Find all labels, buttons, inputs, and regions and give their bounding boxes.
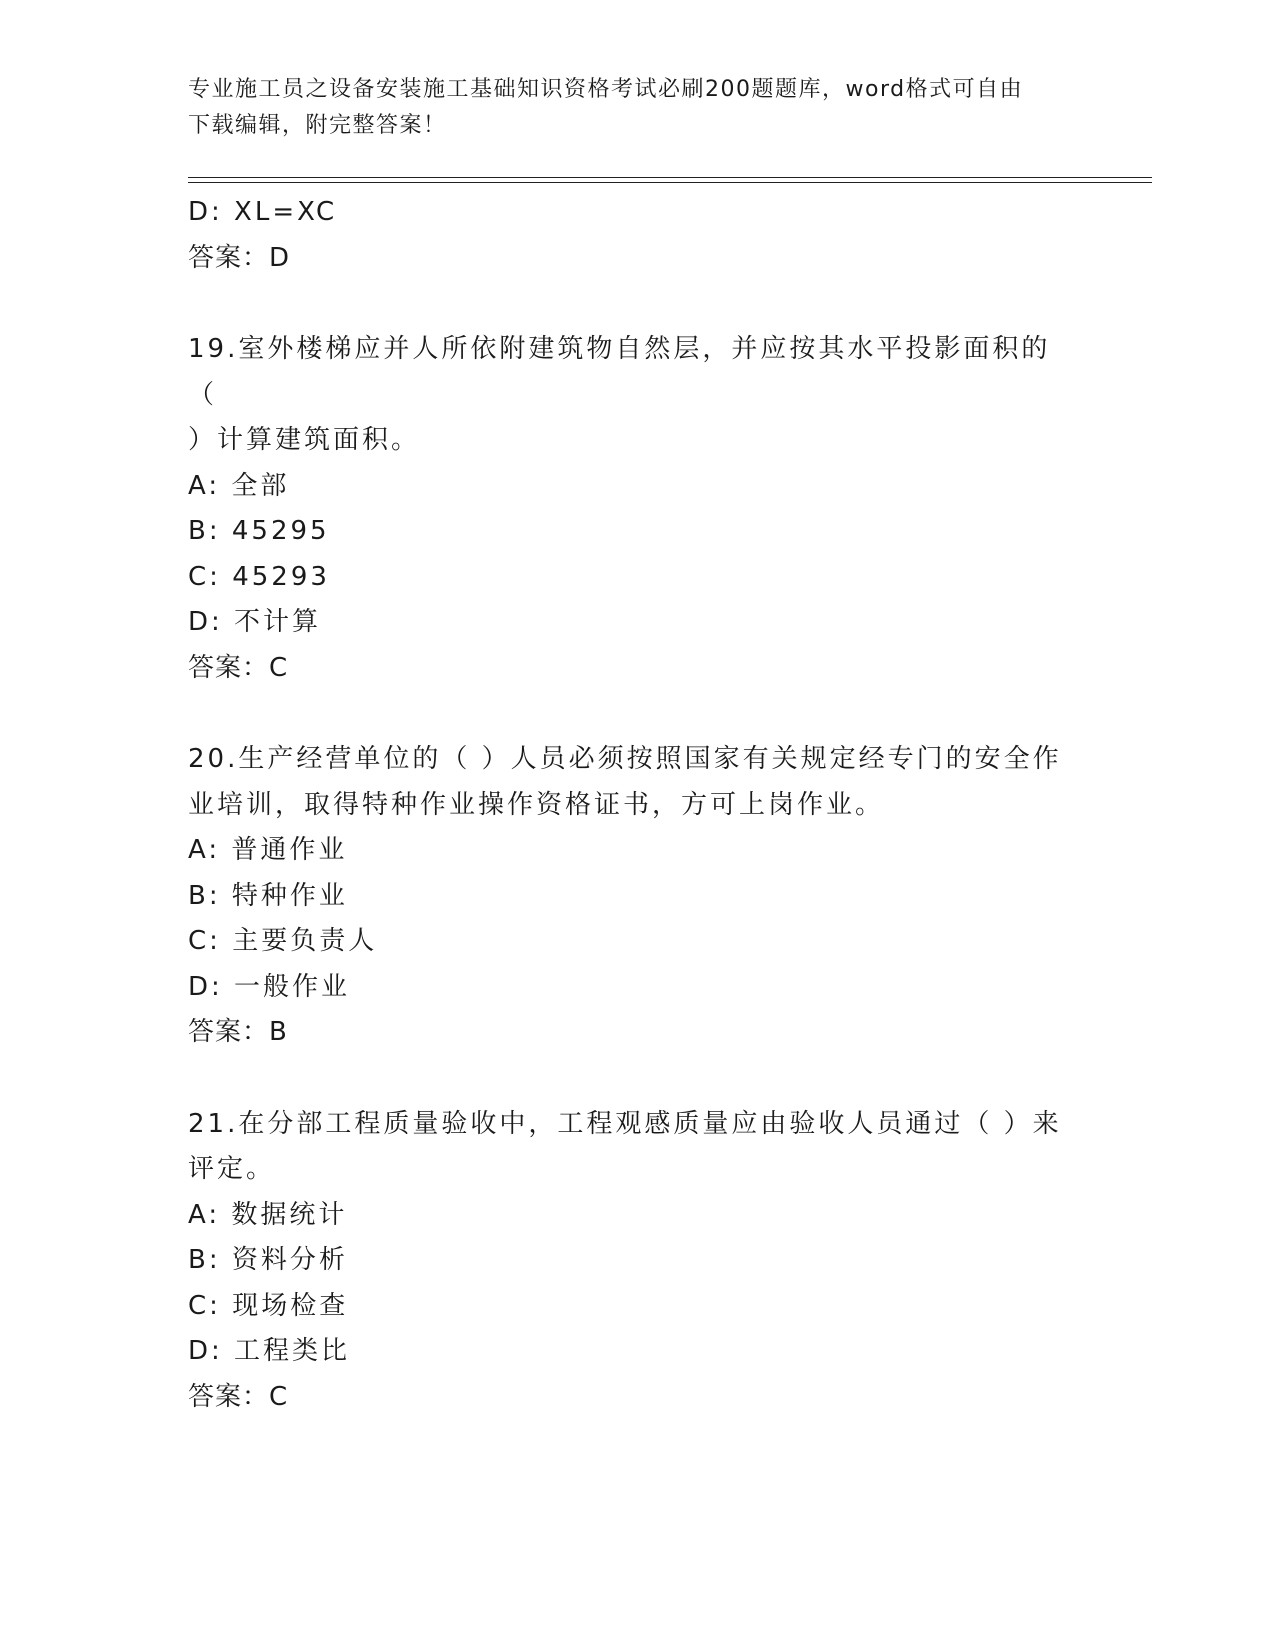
option-letter: D: [188, 1336, 223, 1366]
question-stem-line-2: ）计算建筑面积。 [188, 425, 421, 455]
option-text: 数据统计 [231, 1199, 348, 1230]
answer-line: 答案：B [188, 1017, 288, 1047]
question-stem-line-2: 评定。 [188, 1154, 276, 1184]
question-stem-line-1: 20.生产经营单位的（ ）人员必须按照国家有关规定经专门的安全作 [188, 744, 1062, 774]
question-stem [188, 1102, 1068, 1193]
answer-line: 答案：C [188, 1381, 289, 1412]
option-text: 资料分析 [231, 1245, 348, 1275]
answer-line: 答案：C [188, 652, 289, 683]
option-a [188, 828, 1068, 874]
option-letter: D: [188, 607, 223, 637]
option-letter: A: [188, 1199, 221, 1230]
answer-line: 答案：D [188, 242, 291, 273]
option-text: 现场检查 [232, 1290, 349, 1321]
option-letter: D: [188, 971, 223, 1002]
option-letter: C: [188, 561, 221, 592]
question-stem [188, 327, 1068, 464]
option-text: 普通作业 [231, 835, 348, 865]
option-b [188, 874, 1068, 920]
option-text: 主要负责人 [232, 926, 378, 956]
option-text: 一般作业 [234, 971, 351, 1002]
question-stem [188, 737, 1068, 828]
option-text: XL=XC [234, 197, 338, 227]
option-text: 特种作业 [231, 880, 348, 911]
question-stem-line-1: 21.在分部工程质量验收中，工程观感质量应由验收人员通过（ ）来 [188, 1108, 1062, 1139]
option-b [188, 1238, 1068, 1284]
option-letter: D: [188, 197, 223, 227]
option-b [188, 509, 1068, 555]
option-text: 全部 [231, 470, 290, 501]
option-a [188, 1193, 1068, 1239]
option-text: 不计算 [234, 607, 322, 637]
question-19 [188, 327, 1068, 691]
question-20 [188, 737, 1068, 1056]
question-stem-line-1: 19.室外楼梯应并人所依附建筑物自然层，并应按其水平投影面积的（ [188, 334, 1051, 410]
option-c [188, 919, 1068, 965]
option-d [188, 965, 1068, 1011]
option-d [188, 190, 1068, 236]
previous-question-tail [188, 190, 1068, 281]
option-letter: B: [188, 880, 221, 911]
header-title-line-1: 专业施工员之设备安装施工基础知识资格考试必刷200题题库，word格式可自由 [188, 77, 1024, 102]
option-letter: C: [188, 1290, 221, 1321]
question-21 [188, 1102, 1068, 1421]
option-text: 45295 [231, 516, 330, 546]
option-letter: B: [188, 1245, 221, 1275]
option-text: 工程类比 [234, 1336, 351, 1366]
header-divider-top [188, 177, 1152, 178]
option-a [188, 464, 1068, 510]
option-letter: A: [188, 470, 221, 501]
option-letter: A: [188, 835, 221, 865]
option-d [188, 600, 1068, 646]
option-letter: C: [188, 926, 221, 956]
option-c [188, 555, 1068, 601]
question-list [188, 190, 1068, 1420]
header-divider-bottom [188, 182, 1152, 183]
option-text: 45293 [232, 561, 330, 592]
option-letter: B: [188, 516, 221, 546]
document-header [188, 72, 1088, 144]
question-stem-line-2: 业培训，取得特种作业操作资格证书，方可上岗作业。 [188, 789, 885, 820]
option-c [188, 1284, 1068, 1330]
option-d [188, 1329, 1068, 1375]
header-title-line-2: 下载编辑，附完整答案！ [188, 113, 447, 138]
